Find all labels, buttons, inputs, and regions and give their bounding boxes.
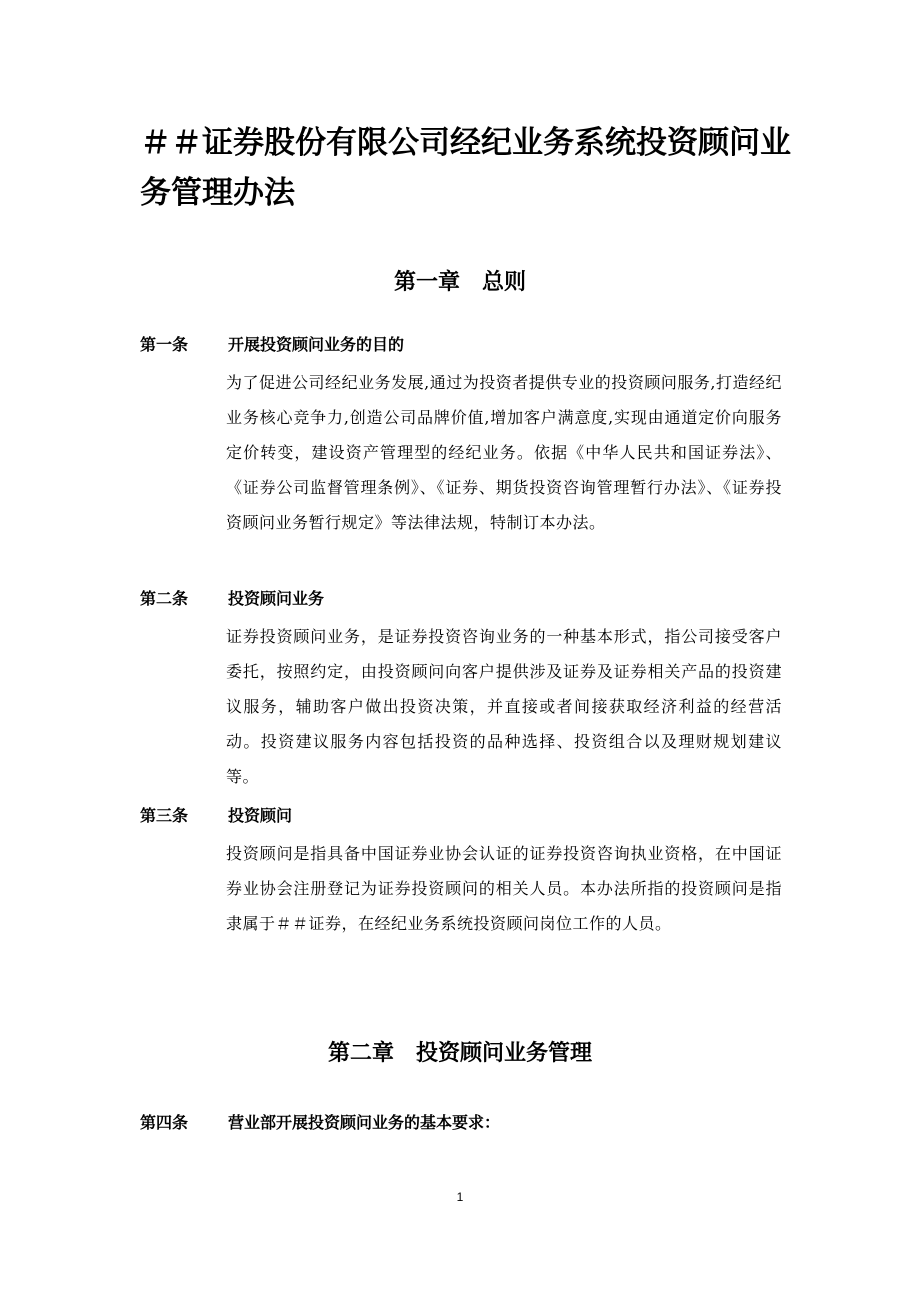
page-number: 1 [456, 1190, 464, 1204]
article-3-body: 投资顾问是指具备中国证券业协会认证的证券投资咨询执业资格，在中国证券业协会注册登记为证券投资顾问的相关人员。本办法所指的投资顾问是指隶属于＃＃证券，在经纪业务系统投资顾问岗位工作的人员。 [226, 844, 782, 933]
chapter-1-number: 第一章 [393, 270, 460, 295]
chapter-1-heading [0, 265, 920, 296]
article-2-body: 证券投资顾问业务，是证券投资咨询业务的一种基本形式，指公司接受客户委托，按照约定，由投资顾问向客户提供涉及证券及证券相关产品的投资建议服务，辅助客户做出投资决策，并直接或者间接获取经济利益的经营活动。投资建议服务内容包括投资的品种选择、投资组合以及理财规划建议等。 [226, 627, 782, 786]
article-3-number: 第三条 [140, 806, 189, 825]
chapter-1-name: 总则 [482, 270, 527, 295]
article-2-title: 投资顾问业务 [228, 589, 325, 608]
chapter-2-name: 投资顾问业务管理 [416, 1041, 593, 1066]
chapter-2-number: 第二章 [327, 1041, 394, 1066]
article-4-number: 第四条 [140, 1113, 189, 1132]
document-title: ＃＃证券股份有限公司经纪业务系统投资顾问业务管理办法 [140, 125, 791, 211]
chapter-2-heading [0, 1036, 920, 1067]
article-1-title: 开展投资顾问业务的目的 [228, 335, 405, 354]
article-2-number: 第二条 [140, 589, 189, 608]
article-1-number: 第一条 [140, 335, 189, 354]
article-3-title: 投资顾问 [228, 806, 293, 825]
article-4-title: 营业部开展投资顾问业务的基本要求： [228, 1113, 501, 1132]
article-1-body: 为了促进公司经纪业务发展,通过为投资者提供专业的投资顾问服务,打造经纪业务核心竞争力,创造公司品牌价值,增加客户满意度,实现由通道定价向服务定价转变，建设资产管理型的经纪业务。依据《中华人民共和国证券法》、《证券公司监督管理条例》、《证券、期货投资咨询管理暂行办法》、《证券投资顾问业务暂行规定》等法律法规，特制订本办法。 [226, 373, 782, 532]
